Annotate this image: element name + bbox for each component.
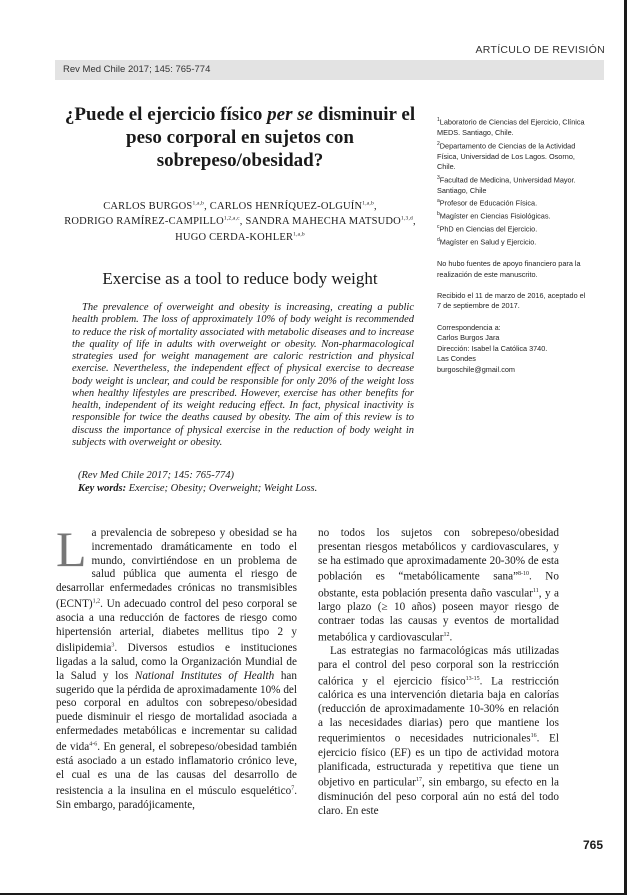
- affiliation-text: Laboratorio de Ciencias del Ejercicio, Clínica MEDS. Santiago, Chile.: [437, 117, 585, 138]
- affiliation-mark: b: [437, 211, 440, 218]
- affiliation-mark: 2: [437, 140, 440, 147]
- author-name: SANDRA MAHECHA MATSUDO: [245, 216, 401, 227]
- correspondence-city: Las Condes: [437, 354, 476, 364]
- correspondence-name: Carlos Burgos Jara: [437, 333, 500, 343]
- italic-run: National Institutes of Health: [134, 669, 275, 682]
- received-note: Recibido el 11 de marzo de 2016, aceptado el 7 de septiembre de 2017.: [437, 290, 586, 311]
- section-label: ARTÍCULO DE REVISIÓN: [475, 44, 605, 56]
- author: [210, 201, 377, 212]
- sidebar-notes: [437, 115, 587, 376]
- text-run: . En general, el sobrepeso/obesidad también está asociado a un estado inflamatorio crónico leve, el cual es una de las causas del desarrollo de resistencia a la insulina en el músculo esquelético: [56, 741, 297, 798]
- citation-ref: 11: [533, 587, 539, 594]
- text-run: . No obstante, esta población presenta daño vascular: [318, 570, 559, 600]
- affiliation: [437, 139, 587, 173]
- citation-ref: 4-6: [89, 741, 98, 748]
- affiliation: [437, 209, 587, 222]
- citation-ref: 3: [111, 642, 115, 649]
- citation-ref: 17: [415, 777, 422, 784]
- title-part-2: disminuir el peso corporal en sujetos con sobrepeso/obesidad?: [126, 104, 416, 171]
- author-name: RODRIGO RAMÍREZ-CAMPILLO: [64, 216, 224, 227]
- affiliation: [437, 196, 587, 209]
- author-affiliation-marks: 1,a,b: [293, 231, 305, 237]
- body-paragraph: [56, 521, 297, 813]
- affiliation: [437, 173, 587, 197]
- text-run: . La restricción calórica es una intervención dietaria baja en calorías (reducción de aproximadamente 10-30% en relación a las necesidades diarias) pero que mantiene los requerimientos o necesidades nutricionales: [318, 675, 559, 746]
- affiliation: [437, 235, 587, 248]
- affiliation-text: Facultad de Medicina, Universidad Mayor. Santiago, Chile: [437, 175, 576, 195]
- citation-ref: 8-10: [518, 571, 530, 578]
- citation-ref: 1,2: [92, 598, 101, 605]
- body-column-left: [56, 521, 297, 813]
- author-separator: ,: [204, 200, 210, 212]
- citation-ref: 16: [530, 733, 537, 740]
- abstract: The prevalence of overweight and obesity is increasing, creating a public health problem. The loss of approximately 10% of body weight is recommended to reduce the risk of mortality associated with metabolic diseases and to increase the quality of life in adults with overweight or obesity. Non-pharmacological strategies used for weight management are caloric restriction and physical exercise. Nevertheless, the independent effect of physical exercise to decrease body weight is unclear, and could be responsible for only 20% of the weight loss when healthy lifestyles are prescribed. However, exercise has other benefits for health, independent of its weight reducing effect. In fact, physical inactivity is responsible for twice the deaths caused by obesity. The aim of this review is to discuss the importance of physical exercise in the reduction of body weight in subjects with overweight or obesity.: [72, 302, 414, 448]
- author-name: CARLOS HENRÍQUEZ-OLGUÍN: [209, 200, 363, 212]
- affiliation: [437, 115, 587, 139]
- author-name: CARLOS BURGOS: [103, 200, 193, 212]
- text-run: han sugerido que la pérdida de aproximadamente 10% del peso corporal en adultos con sobrepeso/obesidad puede disminuir el riesgo de mortalidad asociada a enfermedades metabólicas e incrementar su calidad de vida: [56, 669, 297, 754]
- page-number: 765: [582, 838, 603, 852]
- journal-citation: Rev Med Chile 2017; 145: 765-774: [63, 64, 211, 75]
- title-italic: per se: [267, 104, 314, 125]
- body-paragraph: [318, 645, 559, 818]
- author-list: [55, 197, 425, 244]
- author-separator: ,: [412, 216, 416, 227]
- title-part-1: ¿Puede el ejercicio físico: [64, 104, 268, 125]
- body-paragraph: [318, 527, 559, 645]
- affiliation-mark: a: [437, 198, 440, 205]
- author-affiliation-marks: 1,3,d: [400, 215, 413, 222]
- affiliation-text: Departamento de Ciencias de la Actividad Física, Universidad de Los Lagos. Osorno, Chile.: [437, 141, 576, 172]
- article-title: [55, 103, 425, 172]
- author-affiliation-marks: 1,2,a,c: [223, 215, 240, 222]
- author-affiliation-marks: 1,a,b: [362, 200, 374, 206]
- english-title: Exercise as a tool to reduce body weight: [102, 269, 378, 288]
- affiliation-mark: d: [437, 237, 440, 244]
- keywords: [72, 482, 414, 495]
- text-run: . Diversos estudios e instituciones ligadas a la salud, como la Organización Mundial de la Salud y los: [56, 642, 297, 682]
- author: [175, 232, 305, 243]
- affiliation-mark: c: [437, 224, 440, 231]
- text-run: .: [449, 631, 453, 644]
- paragraph-runs: [56, 521, 297, 812]
- text-run: a prevalencia de sobrepeso y obesidad se ha incrementado dramáticamente en todo el mundo, convirtiéndose en un problema de salud pública que aumenta el riesgo de desarrollar enfermedades crónicas no transmisibles (ECNT): [56, 527, 297, 611]
- affiliation-text: Magíster en Salud y Ejercicio.: [439, 237, 537, 247]
- text-run: , y a largo plazo (≥ 10 años) poseen mayor riesgo de contraer todas las causas y eventos de mortalidad metabólica y cardiovascular: [318, 587, 559, 644]
- author-separator: ,: [373, 200, 377, 212]
- text-run: , sin embargo, su efecto en la disminución del peso corporal aún no está del todo claro. En este: [318, 777, 559, 817]
- text-run: . Sin embargo, paradójicamente,: [56, 785, 297, 812]
- affiliation-text: Magíster en Ciencias Fisiológicas.: [439, 211, 551, 221]
- author-affiliation-marks: 1,a,b: [192, 200, 205, 206]
- affiliation-text: Profesor de Educación Física.: [439, 198, 538, 208]
- text-run: no todos los sujetos con sobrepeso/obesidad presentan riesgos metabólicos y cardiovasculares, y se ha estimado que aproximadamente 20-30% de esta población es “metabólicamente sana”: [318, 527, 559, 583]
- correspondence-email: burgoschile@gmail.com: [437, 365, 515, 375]
- text-run: . El ejercicio físico (EF) es un tipo de actividad motora planificada, estructurada y repetitiva que tiene un objetivo en particular: [318, 733, 559, 790]
- correspondence-label: Correspondencia a:: [437, 322, 501, 332]
- affiliation-text: PhD en Ciencias del Ejercicio.: [439, 224, 538, 234]
- body-column-right: [318, 527, 559, 818]
- author: [245, 216, 415, 227]
- abstract-citation: (Rev Med Chile 2017; 145: 765-774): [78, 470, 234, 481]
- citation-ref: 7: [291, 785, 295, 792]
- affiliation: [437, 222, 587, 235]
- text-run: Las estrategias no farmacológicas más utilizadas para el control del peso corporal son la restricción calórica y el ejercicio físico: [318, 645, 559, 688]
- text-run: . Un adecuado control del peso corporal se asocia a una reducción de factores de riesgo como hipertensión arterial, diabetes mellitus tipo 2 y dislipidemia: [56, 598, 297, 655]
- keywords-text: Exercise; Obesity; Overweight; Weight Loss.: [126, 483, 318, 494]
- keywords-label: Key words:: [78, 483, 127, 494]
- affiliation-mark: 1: [437, 117, 440, 123]
- citation-bar: [55, 60, 604, 80]
- author: [103, 201, 210, 212]
- correspondence-address: Dirección: Isabel la Católica 3740.: [437, 343, 548, 353]
- author-separator: ,: [239, 216, 246, 227]
- affiliation-mark: 3: [437, 174, 440, 181]
- citation-ref: 13-15: [465, 675, 480, 682]
- author: [64, 216, 245, 227]
- funding-note: No hubo fuentes de apoyo financiero para la realización de este manuscrito.: [437, 259, 581, 279]
- author-name: HUGO CERDA-KOHLER: [175, 231, 294, 243]
- citation-ref: 12: [443, 631, 450, 638]
- drop-cap: L: [56, 521, 87, 577]
